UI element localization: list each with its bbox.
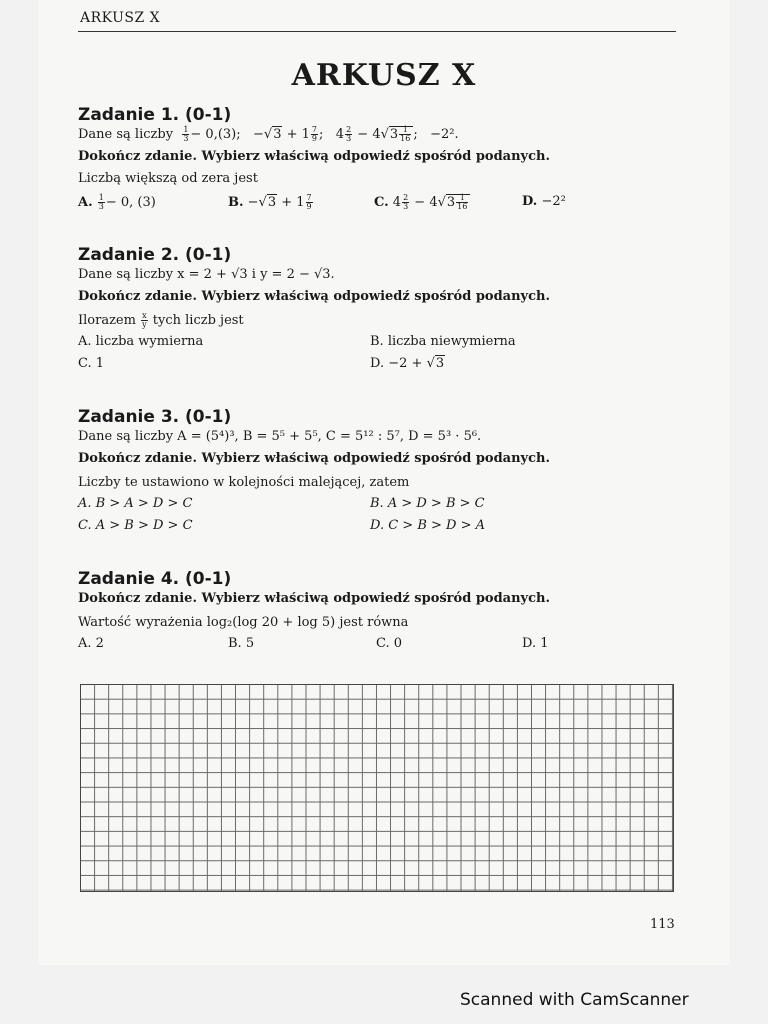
task-2-instruction: Dokończ zdanie. Wybierz właściwą odpowiedź spośród podanych. <box>78 289 550 304</box>
page-number: 113 <box>650 917 675 932</box>
task-1-intro-text: Dane są liczby <box>78 127 174 142</box>
task-1-option-d[interactable]: D. −2² <box>522 194 566 209</box>
scratch-grid <box>80 684 674 892</box>
task-4-question: Wartość wyrażenia log₂(log 20 + log 5) jest równa <box>78 615 409 630</box>
task-2 <box>78 244 678 378</box>
task-1-option-a[interactable]: A. $\frac{1}{3}$ − 0, (3) <box>78 193 156 211</box>
task-2-options-row2 <box>78 356 678 378</box>
task-1-question: Liczbą większą od zera jest <box>78 171 258 186</box>
header-rule <box>78 31 676 32</box>
task-2-intro: Dane są liczby x = 2 + √3 i y = 2 − √3. <box>78 267 335 282</box>
task-3 <box>78 406 678 540</box>
sheet-title: ARKUSZ X <box>291 58 477 93</box>
task-3-instruction: Dokończ zdanie. Wybierz właściwą odpowiedź spośród podanych. <box>78 451 550 466</box>
task-1-title: Zadanie 1. (0-1) <box>78 105 232 125</box>
task-1-option-b[interactable]: B. −√3 + 1 $\frac{7}{9}$ <box>228 193 312 211</box>
task-1 <box>78 104 678 216</box>
task-3-options-row2 <box>78 518 678 540</box>
task-4-instruction: Dokończ zdanie. Wybierz właściwą odpowiedź spośród podanych. <box>78 591 550 606</box>
task-4 <box>78 568 678 658</box>
task-2-question: Ilorazem $\frac{x}{y}$ tych liczb jest <box>78 311 244 329</box>
task-2-option-d[interactable]: D. −2 + √3 <box>370 356 445 371</box>
task-1-instruction: Dokończ zdanie. Wybierz właściwą odpowiedź spośród podanych. <box>78 149 550 164</box>
task-2-option-b[interactable]: B. liczba niewymierna <box>370 334 516 349</box>
task-4-option-d[interactable]: D. 1 <box>522 636 549 651</box>
task-3-option-c[interactable]: C. A > B > D > C <box>78 518 193 533</box>
task-4-options <box>78 636 678 658</box>
task-3-question: Liczby te ustawiono w kolejności malejącej, zatem <box>78 475 410 490</box>
task-4-option-a[interactable]: A. 2 <box>78 636 104 651</box>
task-3-options-row1 <box>78 496 678 518</box>
task-2-option-c[interactable]: C. 1 <box>78 356 105 371</box>
task-1-options <box>78 194 678 216</box>
running-header: ARKUSZ X <box>80 10 161 26</box>
task-2-option-a[interactable]: A. liczba wymierna <box>78 334 204 349</box>
task-4-option-c[interactable]: C. 0 <box>376 636 403 651</box>
task-3-option-b[interactable]: B. A > D > B > C <box>370 496 485 511</box>
camscanner-watermark: Scanned with CamScanner <box>460 990 689 1010</box>
task-4-option-b[interactable]: B. 5 <box>228 636 255 651</box>
task-3-intro: Dane są liczby A = (5⁴)³, B = 5⁵ + 5⁵, C = 5¹² : 5⁷, D = 5³ · 5⁶. <box>78 429 482 444</box>
task-1-option-c[interactable]: C. 4 $\frac{2}{3}$ − 4√3 $\frac{1}{16}$ <box>374 194 470 211</box>
task-3-option-a[interactable]: A. B > A > D > C <box>78 496 193 511</box>
task-4-title: Zadanie 4. (0-1) <box>78 569 232 589</box>
task-3-title: Zadanie 3. (0-1) <box>78 407 232 427</box>
task-2-title: Zadanie 2. (0-1) <box>78 245 232 265</box>
task-2-options-row1 <box>78 334 678 356</box>
task-1-intro: Dane są liczby $\frac{1}{3}$ − 0,(3); −√3 + 1 $\frac{7}{9}$ ; 4 $\frac{2}{3}$ − 4√3 $\frac{1}{16}$ ; −2². <box>78 125 459 143</box>
task-3-option-d[interactable]: D. C > B > D > A <box>370 518 486 533</box>
